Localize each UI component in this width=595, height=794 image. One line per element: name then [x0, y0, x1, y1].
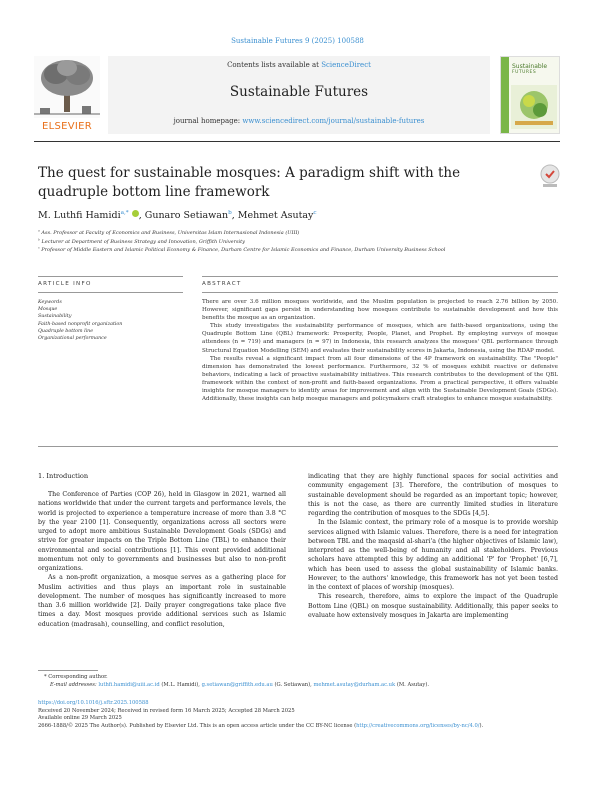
email-link[interactable]: luthfi.hamidi@uiii.ac.id — [98, 681, 160, 688]
crossmark-icon[interactable] — [540, 164, 560, 188]
affiliation-item: $^c$ Professor of Middle Eastern and Islamic Political Economy & Finance, Durham Centre for Islamic Economics and Finance, Durham University Business School — [38, 245, 446, 254]
keyword-item: Mosque — [38, 307, 58, 313]
affiliation-list — [38, 229, 558, 255]
body-paragraph: As a non-profit organization, a mosque serves as a gathering place for Muslim activities and thus plays an important role in sustainable development. The number of mosques has significantly increased to more than 3.6 million worldwide [2]. Daily prayer congregations take place five times a day. Most mosques provide additional services such as Islamic education (madrasah), counselling, and conflict resolution, — [38, 574, 286, 628]
body-paragraph: indicating that they are highly functional spaces for social activities and community engagement [3]. Therefore, the contribution of mosques to sustainable development should be regarded as an important topic; however, this is not the case, as there are currently limited studies in literature regarding the contribution of mosques to the SDGs [4,5]. — [308, 473, 558, 517]
body-paragraph: In the Islamic context, the primary role of a mosque is to provide worship services aligned with Islamic values. Therefore, there is a need for integration between TBL and the maqasid al-shari'a (the higher objectives of Islamic law), interpreted as the well-being of humanity and all stakeholders. Previous scholars have attempted this by adding an additional 'P' for 'Prophet' [6,7], which has been used to assess the global sustainability of Islamic banks. However, to the authors' knowledge, this framework has not yet been tested in the context of places of worship (mosques). — [308, 519, 558, 591]
homepage-prefix: journal homepage: — [173, 117, 243, 125]
license-statement: 2666-1888/© 2025 The Author(s). Published by Elsevier Ltd. This is an open access article under the CC BY-NC license (http://creativecommons.org/licenses/by-nc/4.0/). — [38, 722, 484, 729]
body-paragraph: This research, therefore, aims to explore the impact of the Quadruple Bottom Line (QBL) on mosque sustainability. Additionally, this paper seeks to evaluate how extensively mosques in Jakarta are implementing — [308, 593, 558, 619]
section-heading: 1. Introduction — [38, 472, 89, 480]
abstract-paragraph: There are over 3.6 million mosques worldwide, and the Muslim population is projected to reach 2.76 billion by 2050. However, significant gaps persist in understanding how mosques contribute to sustainable development and how this benefits the mosque as an organization. — [202, 299, 558, 322]
author-2[interactable]: Gunaro Setiawan$^b$ — [144, 209, 232, 221]
keywords-label: Keywords — [38, 300, 62, 305]
article-info-heading: ARTICLE INFO — [38, 281, 92, 287]
corresponding-author-note: * Corresponding author. — [44, 674, 108, 680]
article-meta — [38, 700, 558, 730]
email-link[interactable]: g.setiawan@griffith.edu.au — [201, 681, 273, 688]
received-dates: Received 20 November 2024; Received in revised form 16 March 2025; Accepted 28 March 2025 — [38, 707, 295, 714]
body-column-1 — [38, 490, 286, 629]
orcid-icon[interactable] — [132, 210, 139, 217]
masthead-rule — [34, 141, 560, 142]
sciencedirect-link[interactable]: ScienceDirect — [321, 61, 371, 69]
email-addresses: E-mail addresses: luthfi.hamidi@uiii.ac.id (M.L. Hamidi), g.setiawan@griffith.edu.au (G. Setiawan), mehmet.asutay@durham.ac.uk (M. Asutay). — [50, 681, 429, 688]
affiliation-item: $^b$ Lecturer at Department of Business Strategy and Innovation, Griffith University — [38, 236, 245, 245]
keyword-item: Faith-based nonprofit organization — [38, 321, 123, 327]
keyword-item: Sustainability — [38, 314, 72, 320]
contents-line — [108, 61, 490, 69]
article-title: The quest for sustainable mosques: A paradigm shift with the quadruple bottom line framework — [38, 165, 461, 200]
footnote-rule — [38, 670, 98, 671]
journal-cover-thumbnail — [500, 56, 560, 134]
publisher-logotype: ELSEVIER — [41, 121, 92, 132]
abstract-rule-top — [202, 276, 558, 277]
abstract-text — [202, 298, 558, 403]
contents-prefix: Contents lists available at — [227, 61, 322, 69]
info-rule-bottom — [38, 292, 183, 293]
abstract-paragraph: The results reveal a significant impact from all four dimensions of the 4P framework on sustainability. The "People" dimension has demonstrated the lowest performance. Furthermore, 32 % of mosques exhibit reactive or defensive behaviors, indicating a lack of proactive sustainability initiatives. This research contributes to the development of the QBL framework within the context of non-profit and faith-based organizations. From a practical perspective, it offers valuable insights for mosque managers to identify areas for improvement and align with the Sustainable Development Goals (SDGs). Additionally, these insights can help mosque managers and policymakers craft strategies to enhance mosque sustainability. — [202, 355, 558, 403]
affiliation-item: $^a$ Ass. Professor at Faculty of Economics and Business, Universitas Islam Internasional Indonesia (UIII) — [38, 228, 300, 236]
body-paragraph: The Conference of Parties (COP 26), held in Glasgow in 2021, warned all nations worldwide that under the current targets and performance levels, the world is projected to experience a temperature increase of more than 3.8 °C by the year 2100 [1]. Consequently, organizations across all sectors were urged to adopt more ambitious Sustainable Development Goals (SDGs) and strive for greater impacts on the Triple Bottom Line (TBL) to enhance their environmental and social contributions [1]. This event provided additional momentum not only to governments and businesses but also to non-profit organizations. — [38, 491, 286, 572]
author-3[interactable]: Mehmet Asutay$^c$ — [237, 209, 317, 221]
running-head[interactable]: Sustainable Futures 9 (2025) 100588 — [231, 37, 364, 45]
abstract-paragraph: This study investigates the sustainability performance of mosques, which are faith-based organizations, using the Quadruple Bottom Line (QBL) framework: Prosperity, People, Planet, and Prophet. By employing surveys of mosque attendees (n = 719) and managers (n = 97) in Indonesia, this research analyzes the mosques' QBL performance through Structural Equation Modelling (SEM) and evaluates their sustainability scores in Jakarta, Indonesia, using the RDAP model. — [202, 323, 558, 354]
keyword-item: Quadruple bottom line — [38, 328, 94, 334]
available-online: Available online 29 March 2025 — [38, 715, 122, 722]
info-rule-top — [38, 276, 183, 277]
author-list: M. Luthfi Hamidi$^{a,*}$ , Gunaro Setiawan$^b$, Mehmet Asutay$^c$ — [38, 209, 317, 221]
journal-title: Sustainable Futures — [229, 84, 369, 100]
email-link[interactable]: mehmet.asutay@durham.ac.uk — [313, 681, 396, 688]
cover-title-2: FUTURES — [512, 70, 537, 75]
homepage-line — [108, 117, 490, 125]
abstract-heading: ABSTRACT — [202, 281, 242, 287]
body-column-2 — [308, 446, 558, 620]
abstract-rule-bottom — [202, 292, 558, 293]
keyword-item: Organizational performance — [38, 336, 107, 342]
cover-title-1: Sustainable — [512, 63, 548, 70]
doi-link[interactable]: https://doi.org/10.1016/j.sftr.2025.100588 — [38, 700, 149, 706]
license-link[interactable]: http://creativecommons.org/licenses/by-nc/4.0/ — [356, 722, 480, 729]
cover-artwork-icon — [511, 85, 557, 129]
footnotes — [44, 674, 558, 689]
homepage-link[interactable]: www.sciencedirect.com/journal/sustainable-futures — [242, 117, 425, 125]
keywords-block — [38, 299, 183, 342]
author-1[interactable]: M. Luthfi Hamidi$^{a,*}$ — [38, 209, 129, 221]
